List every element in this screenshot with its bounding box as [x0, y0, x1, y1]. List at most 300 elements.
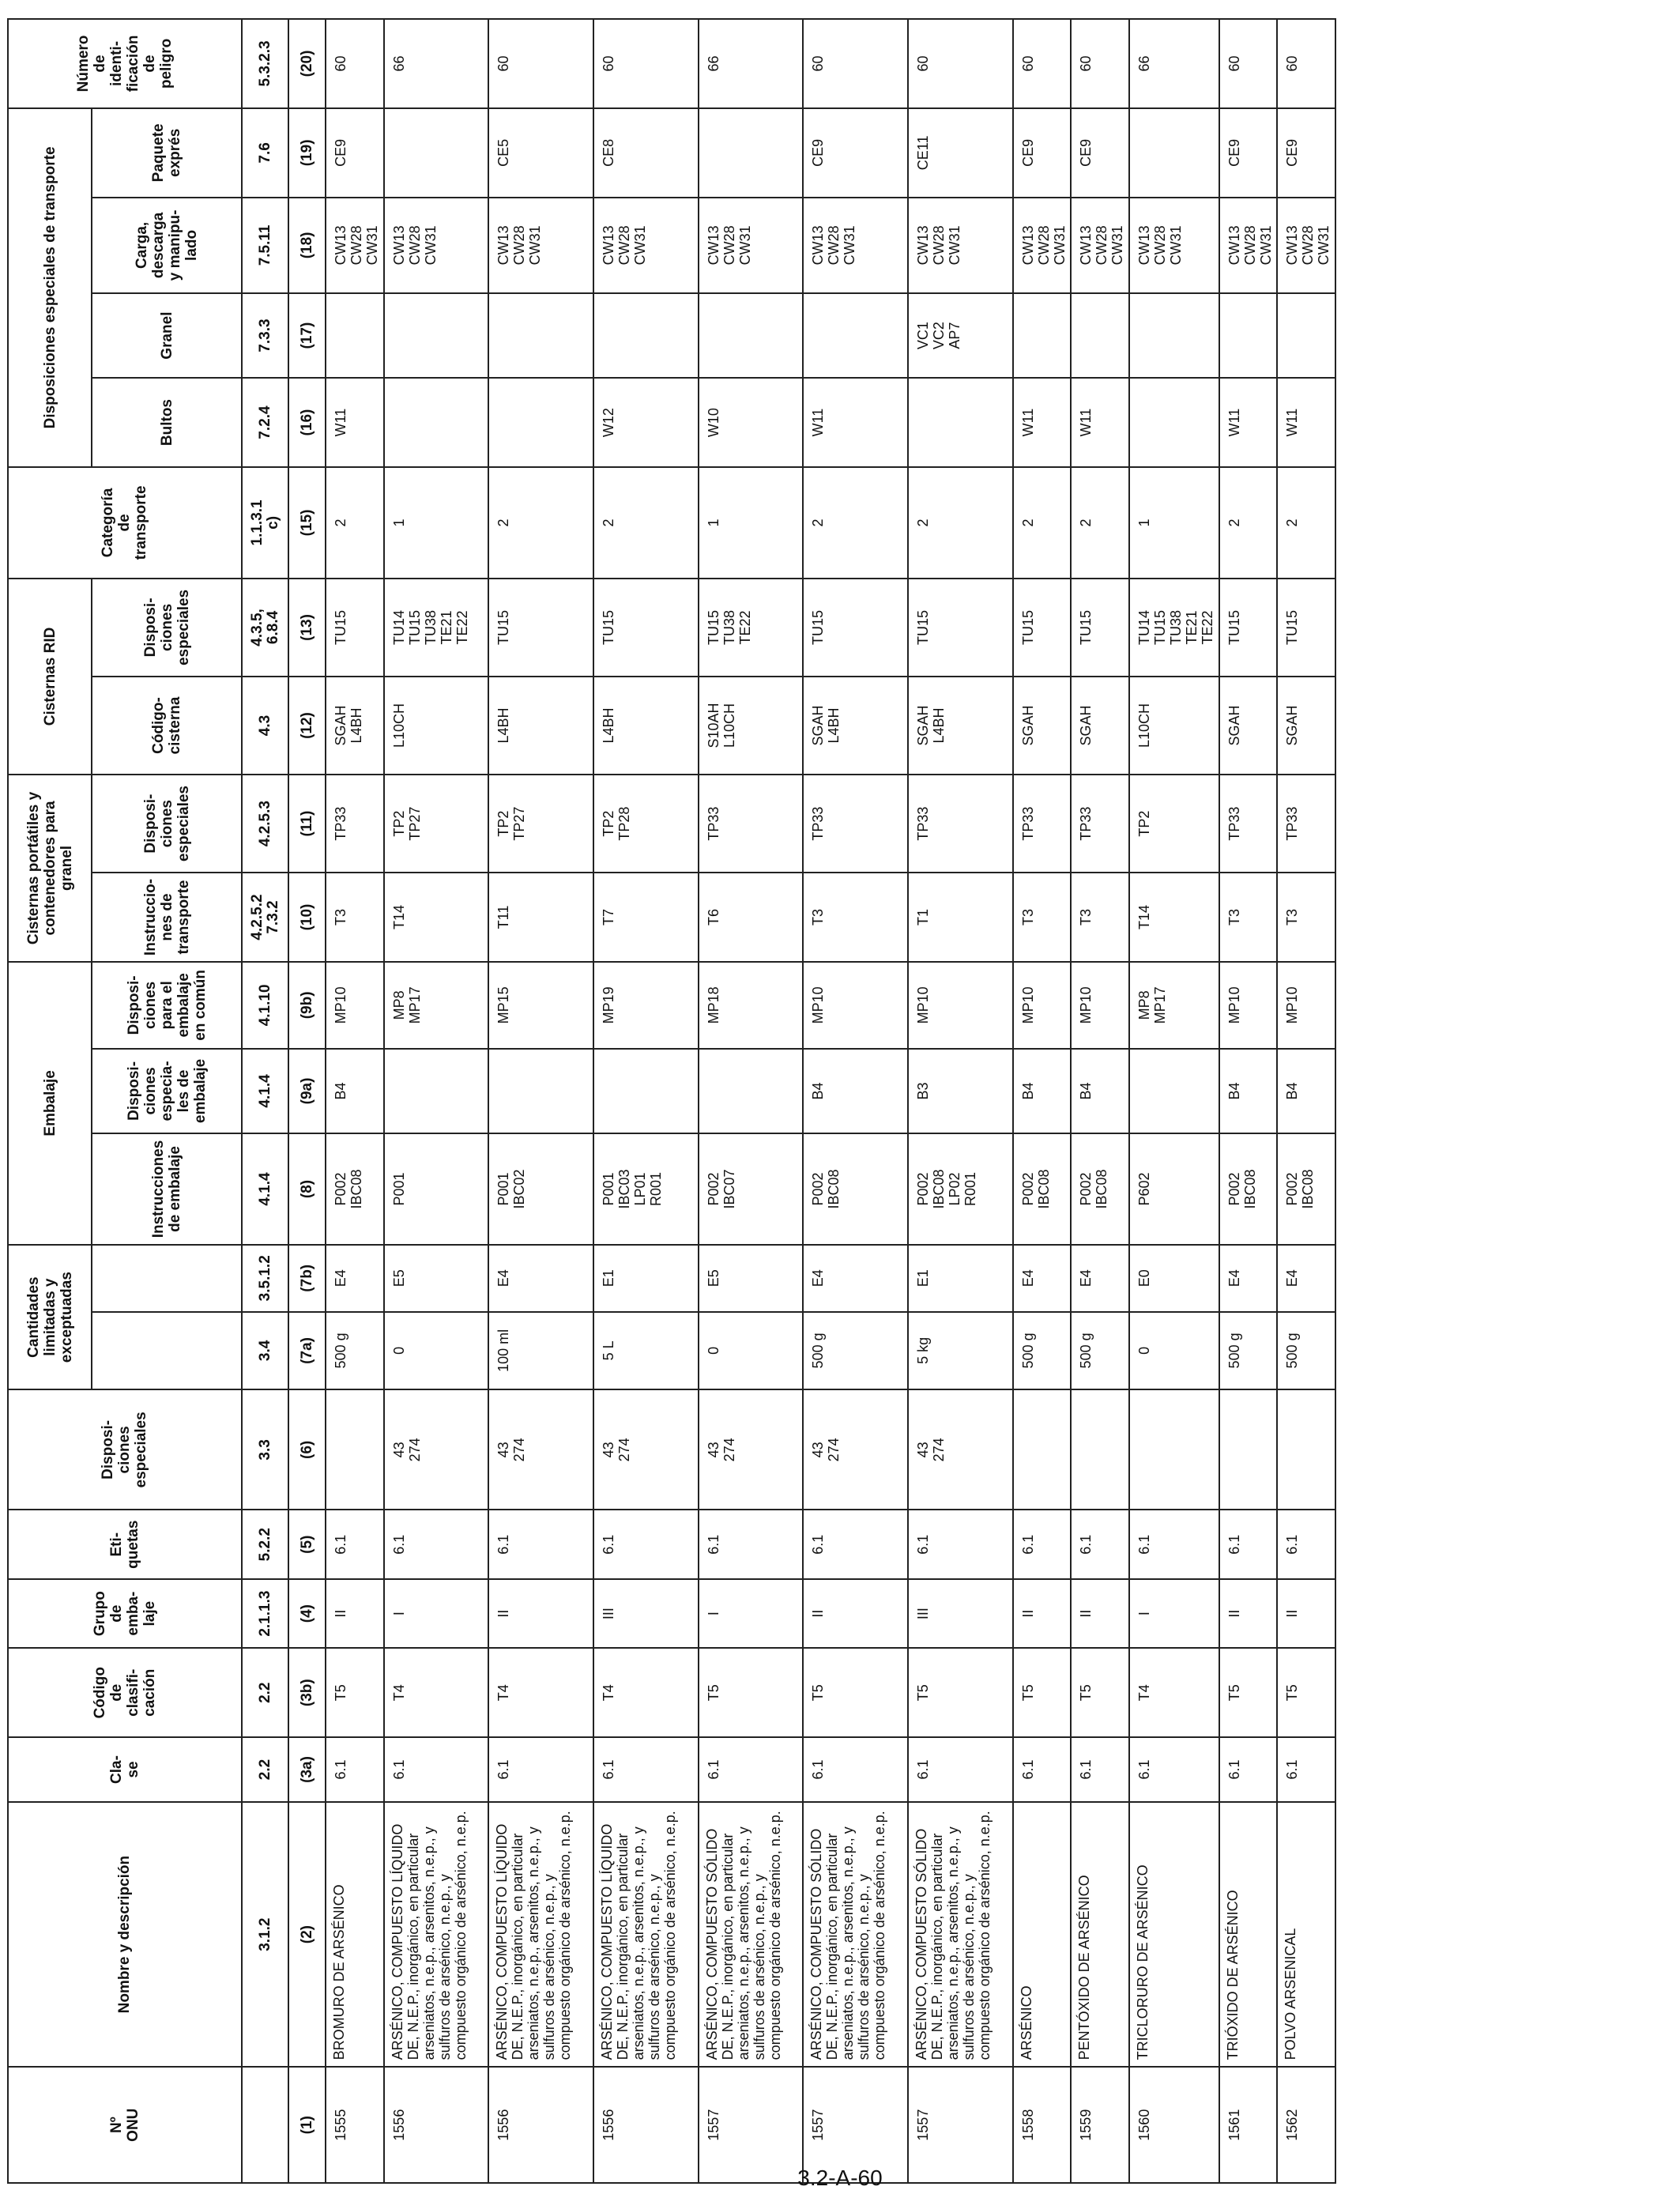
column-number-cell: (8): [288, 1133, 326, 1245]
bultos-cell: [1129, 378, 1219, 467]
mixed-packing-cell: MP19: [593, 962, 699, 1049]
header-mixed-packing-provisions: Disposi- ciones para el embalaje en común: [92, 962, 242, 1049]
rid-tank-special-cell: TU15: [1219, 579, 1277, 677]
excepted-quantity-cell: E5: [699, 1245, 804, 1312]
loading-cell: CW13 CW28 CW31: [1277, 198, 1335, 293]
express-cell: [384, 108, 489, 198]
transport-category-cell: 2: [1071, 467, 1128, 579]
un-number-cell: 1559: [1071, 2067, 1128, 2183]
class-cell: 6.1: [1129, 1737, 1219, 1802]
header-hazard-id-number: Número de identi- ficación de peligro: [8, 19, 242, 108]
express-cell: CE11: [908, 108, 1013, 198]
labels-cell: 6.1: [1013, 1510, 1071, 1579]
header-class: Cla- se: [8, 1737, 242, 1802]
reference-row: [242, 19, 288, 2183]
table-row: [1219, 19, 1277, 2183]
special-packing-cell: B4: [803, 1049, 908, 1133]
excepted-quantity-cell: E4: [1013, 1245, 1071, 1312]
special-packing-cell: [699, 1049, 804, 1133]
rid-tank-special-cell: TU15: [1277, 579, 1335, 677]
header-express-parcel: Paquete exprés: [92, 108, 242, 198]
express-cell: CE9: [326, 108, 383, 198]
excepted-quantity-cell: E1: [593, 1245, 699, 1312]
name-description-cell: PENTÓXIDO DE ARSÉNICO: [1071, 1802, 1128, 2068]
granel-cell: [488, 293, 593, 378]
express-cell: CE9: [1071, 108, 1128, 198]
class-cell: 6.1: [1013, 1737, 1071, 1802]
section-reference-cell: 7.5.11: [242, 198, 288, 293]
packing-instructions-cell: P002 IBC08: [1071, 1133, 1128, 1245]
packing-group-cell: I: [384, 1579, 489, 1648]
header-packaging: Embalaje: [8, 962, 92, 1245]
header-granel: Granel: [92, 293, 242, 378]
tank-special-cell: TP33: [1219, 775, 1277, 873]
transport-category-cell: 2: [488, 467, 593, 579]
bultos-cell: W10: [699, 378, 804, 467]
packing-group-cell: III: [593, 1579, 699, 1648]
tank-instructions-cell: T3: [326, 873, 383, 962]
tank-special-cell: TP33: [908, 775, 1013, 873]
labels-cell: 6.1: [908, 1510, 1013, 1579]
mixed-packing-cell: MP8 MP17: [384, 962, 489, 1049]
bultos-cell: W11: [1219, 378, 1277, 467]
class-cell: 6.1: [1277, 1737, 1335, 1802]
bultos-cell: [488, 378, 593, 467]
column-number-cell: (19): [288, 108, 326, 198]
granel-cell: [1071, 293, 1128, 378]
header-packing-instructions: Instrucciones de embalaje: [92, 1133, 242, 1245]
transport-category-cell: 2: [326, 467, 383, 579]
special-provisions-cell: [1219, 1389, 1277, 1510]
transport-category-cell: 1: [1129, 467, 1219, 579]
section-reference-cell: 4.3.5, 6.8.4: [242, 579, 288, 677]
express-cell: [699, 108, 804, 198]
labels-cell: 6.1: [699, 1510, 804, 1579]
special-provisions-cell: [1013, 1389, 1071, 1510]
header-lq-blank-left: [92, 1312, 242, 1390]
header-lq-blank-right: [92, 1245, 242, 1312]
transport-category-cell: 2: [803, 467, 908, 579]
excepted-quantity-cell: E1: [908, 1245, 1013, 1312]
tank-special-cell: TP33: [1071, 775, 1128, 873]
express-cell: CE9: [1277, 108, 1335, 198]
tank-instructions-cell: T3: [803, 873, 908, 962]
special-provisions-cell: [1277, 1389, 1335, 1510]
classification-code-cell: T5: [803, 1648, 908, 1737]
limited-quantity-cell: 500 g: [1013, 1312, 1071, 1390]
table-row: [1277, 19, 1335, 2183]
special-provisions-cell: [1071, 1389, 1128, 1510]
class-cell: 6.1: [488, 1737, 593, 1802]
tank-special-cell: TP33: [699, 775, 804, 873]
packing-group-cell: II: [1071, 1579, 1128, 1648]
special-provisions-cell: 43 274: [699, 1389, 804, 1510]
column-number-cell: (1): [288, 2067, 326, 2183]
packing-instructions-cell: P002 IBC08: [1013, 1133, 1071, 1245]
tank-instructions-cell: T14: [1129, 873, 1219, 962]
header-special-provisions: Disposi- ciones especiales: [8, 1389, 242, 1510]
un-number-cell: 1557: [699, 2067, 804, 2183]
mixed-packing-cell: MP10: [1219, 962, 1277, 1049]
hazard-id-cell: 66: [699, 19, 804, 108]
classification-code-cell: T5: [1219, 1648, 1277, 1737]
un-number-cell: 1556: [593, 2067, 699, 2183]
limited-quantity-cell: 500 g: [326, 1312, 383, 1390]
rid-tank-special-cell: TU15: [1013, 579, 1071, 677]
excepted-quantity-cell: E5: [384, 1245, 489, 1312]
limited-quantity-cell: 500 g: [803, 1312, 908, 1390]
packing-instructions-cell: P002 IBC08: [803, 1133, 908, 1245]
un-number-cell: 1557: [803, 2067, 908, 2183]
section-reference-cell: 2.2: [242, 1737, 288, 1802]
packing-group-cell: II: [803, 1579, 908, 1648]
un-number-cell: 1556: [488, 2067, 593, 2183]
column-number-cell: (4): [288, 1579, 326, 1648]
granel-cell: [699, 293, 804, 378]
packing-instructions-cell: P002 IBC08: [326, 1133, 383, 1245]
granel-cell: [326, 293, 383, 378]
special-provisions-cell: [326, 1389, 383, 1510]
mixed-packing-cell: MP15: [488, 962, 593, 1049]
name-description-cell: TRICLORURO DE ARSÉNICO: [1129, 1802, 1219, 2068]
column-number-cell: (10): [288, 873, 326, 962]
section-reference-cell: 4.2.5.2 7.3.2: [242, 873, 288, 962]
tank-code-cell: L4BH: [593, 677, 699, 775]
column-number-cell: (3b): [288, 1648, 326, 1737]
special-packing-cell: [488, 1049, 593, 1133]
excepted-quantity-cell: E4: [1219, 1245, 1277, 1312]
hazard-id-cell: 60: [593, 19, 699, 108]
excepted-quantity-cell: E0: [1129, 1245, 1219, 1312]
packing-instructions-cell: P602: [1129, 1133, 1219, 1245]
special-provisions-cell: [1129, 1389, 1219, 1510]
loading-cell: CW13 CW28 CW31: [593, 198, 699, 293]
page-number: 3.2-A-60: [797, 2166, 883, 2190]
column-number-cell: (6): [288, 1389, 326, 1510]
mixed-packing-cell: MP10: [326, 962, 383, 1049]
classification-code-cell: T4: [488, 1648, 593, 1737]
un-number-cell: 1558: [1013, 2067, 1071, 2183]
column-number-cell: (15): [288, 467, 326, 579]
express-cell: CE9: [1013, 108, 1071, 198]
limited-quantity-cell: 500 g: [1277, 1312, 1335, 1390]
column-number-cell: (12): [288, 677, 326, 775]
granel-cell: [384, 293, 489, 378]
rid-tank-special-cell: TU14 TU15 TU38 TE21 TE22: [1129, 579, 1219, 677]
special-packing-cell: [1129, 1049, 1219, 1133]
tank-special-cell: TP33: [1277, 775, 1335, 873]
rid-tank-special-cell: TU15: [908, 579, 1013, 677]
special-packing-cell: B4: [1071, 1049, 1128, 1133]
header-name: Nombre y descripción: [8, 1802, 242, 2068]
tank-code-cell: SGAH: [1013, 677, 1071, 775]
labels-cell: 6.1: [1129, 1510, 1219, 1579]
limited-quantity-cell: 500 g: [1219, 1312, 1277, 1390]
limited-quantity-cell: 0: [699, 1312, 804, 1390]
section-reference-cell: 4.3: [242, 677, 288, 775]
hazard-id-cell: 60: [908, 19, 1013, 108]
excepted-quantity-cell: E4: [1071, 1245, 1128, 1312]
mixed-packing-cell: MP10: [803, 962, 908, 1049]
granel-cell: VC1 VC2 AP7: [908, 293, 1013, 378]
header-portable-tanks: Cisternas portátiles y contenedores para granel: [8, 775, 92, 962]
bultos-cell: W11: [1013, 378, 1071, 467]
table-row: [803, 19, 908, 2183]
un-number-cell: 1560: [1129, 2067, 1219, 2183]
table-row: [384, 19, 489, 2183]
loading-cell: CW13 CW28 CW31: [326, 198, 383, 293]
tank-instructions-cell: T11: [488, 873, 593, 962]
packing-group-cell: II: [1219, 1579, 1277, 1648]
express-cell: CE9: [803, 108, 908, 198]
column-number-cell: (16): [288, 378, 326, 467]
table-row: [1013, 19, 1071, 2183]
section-reference-cell: 7.6: [242, 108, 288, 198]
granel-cell: [803, 293, 908, 378]
hazard-id-cell: 60: [1219, 19, 1277, 108]
header-loading-handling: Carga, descarga y manipu- lado: [92, 198, 242, 293]
tank-code-cell: SGAH L4BH: [908, 677, 1013, 775]
tank-instructions-cell: T14: [384, 873, 489, 962]
name-description-cell: ARSÉNICO, COMPUESTO SÓLIDO DE, N.E.P., inorgánico, en particular arseniatos, n.e.p., arsenitos, n.e.p., y sulfuros de arsénico, n.e.p., y compuesto orgánico de arsénico, n.e.p.: [803, 1802, 908, 2068]
un-number-cell: 1556: [384, 2067, 489, 2183]
packing-instructions-cell: P001 IBC02: [488, 1133, 593, 1245]
special-packing-cell: B4: [326, 1049, 383, 1133]
hazard-id-cell: 60: [1277, 19, 1335, 108]
labels-cell: 6.1: [803, 1510, 908, 1579]
table-rotated-container: [7, 0, 1336, 2184]
header-rid-tanks: Cisternas RID: [8, 579, 92, 775]
section-reference-cell: 3.5.1.2: [242, 1245, 288, 1312]
tank-code-cell: L10CH: [384, 677, 489, 775]
class-cell: 6.1: [699, 1737, 804, 1802]
classification-code-cell: T5: [699, 1648, 804, 1737]
tank-special-cell: TP2 TP28: [593, 775, 699, 873]
special-packing-cell: B4: [1219, 1049, 1277, 1133]
column-number-cell: (5): [288, 1510, 326, 1579]
transport-category-cell: 2: [1219, 467, 1277, 579]
packing-group-cell: II: [1013, 1579, 1071, 1648]
tank-code-cell: SGAH: [1219, 677, 1277, 775]
column-number-cell: (17): [288, 293, 326, 378]
name-description-cell: TRIÓXIDO DE ARSÉNICO: [1219, 1802, 1277, 2068]
table-row: [908, 19, 1013, 2183]
tank-code-cell: SGAH L4BH: [803, 677, 908, 775]
hazard-id-cell: 60: [1013, 19, 1071, 108]
bultos-cell: W11: [1071, 378, 1128, 467]
header-labels: Eti- quetas: [8, 1510, 242, 1579]
transport-category-cell: 1: [699, 467, 804, 579]
class-cell: 6.1: [1219, 1737, 1277, 1802]
special-provisions-cell: 43 274: [908, 1389, 1013, 1510]
packing-instructions-cell: P001 IBC03 LP01 R001: [593, 1133, 699, 1245]
section-reference-cell: 4.2.5.3: [242, 775, 288, 873]
class-cell: 6.1: [803, 1737, 908, 1802]
excepted-quantity-cell: E4: [326, 1245, 383, 1312]
transport-category-cell: 2: [908, 467, 1013, 579]
header-rid-special-provisions: Disposi- ciones especiales: [92, 579, 242, 677]
special-provisions-cell: 43 274: [593, 1389, 699, 1510]
classification-code-cell: T4: [384, 1648, 489, 1737]
bultos-cell: W11: [326, 378, 383, 467]
tank-code-cell: SGAH L4BH: [326, 677, 383, 775]
tank-code-cell: S10AH L10CH: [699, 677, 804, 775]
excepted-quantity-cell: E4: [1277, 1245, 1335, 1312]
limited-quantity-cell: 0: [384, 1312, 489, 1390]
rid-tank-special-cell: TU14 TU15 TU38 TE21 TE22: [384, 579, 489, 677]
bultos-cell: W11: [1277, 378, 1335, 467]
table-row: [326, 19, 383, 2183]
section-reference-cell: 5.2.2: [242, 1510, 288, 1579]
header-special-transport-provisions: Disposiciones especiales de transporte: [8, 108, 92, 467]
loading-cell: CW13 CW28 CW31: [384, 198, 489, 293]
packing-instructions-cell: P002 IBC07: [699, 1133, 804, 1245]
class-cell: 6.1: [326, 1737, 383, 1802]
section-reference-cell: 3.1.2: [242, 1802, 288, 2068]
rid-tank-special-cell: TU15 TU38 TE22: [699, 579, 804, 677]
un-number-cell: 1555: [326, 2067, 383, 2183]
special-packing-cell: B4: [1277, 1049, 1335, 1133]
rid-tank-special-cell: TU15: [326, 579, 383, 677]
packing-instructions-cell: P002 IBC08 LP02 R001: [908, 1133, 1013, 1245]
bultos-cell: W12: [593, 378, 699, 467]
header-transport-category: Categoría de transporte: [8, 467, 242, 579]
packing-instructions-cell: P002 IBC08: [1219, 1133, 1277, 1245]
classification-code-cell: T5: [1277, 1648, 1335, 1737]
tank-code-cell: L4BH: [488, 677, 593, 775]
loading-cell: CW13 CW28 CW31: [1013, 198, 1071, 293]
loading-cell: CW13 CW28 CW31: [1129, 198, 1219, 293]
name-description-cell: ARSÉNICO, COMPUESTO SÓLIDO DE, N.E.P., inorgánico, en particular arseniatos, n.e.p., arsenitos, n.e.p., y sulfuros de arsénico, n.e.p., y compuesto orgánico de arsénico, n.e.p.: [699, 1802, 804, 2068]
section-reference-cell: 7.3.3: [242, 293, 288, 378]
labels-cell: 6.1: [1219, 1510, 1277, 1579]
table-row: [593, 19, 699, 2183]
granel-cell: [1219, 293, 1277, 378]
classification-code-cell: T5: [326, 1648, 383, 1737]
hazard-id-cell: 66: [1129, 19, 1219, 108]
hazard-id-cell: 60: [488, 19, 593, 108]
header-packing-group: Grupo de emba- laje: [8, 1579, 242, 1648]
column-number-row: [288, 19, 326, 2183]
limited-quantity-cell: 500 g: [1071, 1312, 1128, 1390]
packing-instructions-cell: P002 IBC08: [1277, 1133, 1335, 1245]
labels-cell: 6.1: [1071, 1510, 1128, 1579]
header-limited-quantities: Cantidades limitadas y exceptuadas: [8, 1245, 92, 1389]
transport-category-cell: 2: [1013, 467, 1071, 579]
header-bultos: Bultos: [92, 378, 242, 467]
column-number-cell: (18): [288, 198, 326, 293]
tank-instructions-cell: T1: [908, 873, 1013, 962]
classification-code-cell: T4: [593, 1648, 699, 1737]
header-special-packing-provisions: Disposi- ciones especia- les de embalaje: [92, 1049, 242, 1133]
column-number-cell: (20): [288, 19, 326, 108]
section-reference-cell: 4.1.4: [242, 1049, 288, 1133]
table-row: [1129, 19, 1219, 2183]
loading-cell: CW13 CW28 CW31: [1071, 198, 1128, 293]
express-cell: CE8: [593, 108, 699, 198]
excepted-quantity-cell: E4: [488, 1245, 593, 1312]
packing-group-cell: III: [908, 1579, 1013, 1648]
hazard-id-cell: 66: [384, 19, 489, 108]
loading-cell: CW13 CW28 CW31: [699, 198, 804, 293]
header-tank-special-provisions: Disposi- ciones especiales: [92, 775, 242, 873]
tank-instructions-cell: T3: [1219, 873, 1277, 962]
column-number-cell: (7a): [288, 1312, 326, 1390]
bultos-cell: [384, 378, 489, 467]
mixed-packing-cell: MP8 MP17: [1129, 962, 1219, 1049]
labels-cell: 6.1: [326, 1510, 383, 1579]
class-cell: 6.1: [1071, 1737, 1128, 1802]
loading-cell: CW13 CW28 CW31: [803, 198, 908, 293]
bultos-cell: [908, 378, 1013, 467]
tank-instructions-cell: T3: [1071, 873, 1128, 962]
name-description-cell: ARSÉNICO, COMPUESTO LÍQUIDO DE, N.E.P., inorgánico, en particular arseniatos, n.e.p., arsenitos, n.e.p., y sulfuros de arsénico, n.e.p., y compuesto orgánico de arsénico, n.e.p.: [593, 1802, 699, 2068]
tank-instructions-cell: T7: [593, 873, 699, 962]
column-number-cell: (13): [288, 579, 326, 677]
dangerous-goods-table: [7, 18, 1336, 2184]
transport-category-cell: 2: [1277, 467, 1335, 579]
hazard-id-cell: 60: [326, 19, 383, 108]
granel-cell: [1277, 293, 1335, 378]
packing-group-cell: I: [699, 1579, 804, 1648]
name-description-cell: ARSÉNICO: [1013, 1802, 1071, 2068]
loading-cell: CW13 CW28 CW31: [908, 198, 1013, 293]
column-number-cell: (3a): [288, 1737, 326, 1802]
tank-instructions-cell: T6: [699, 873, 804, 962]
section-reference-cell: 3.3: [242, 1389, 288, 1510]
table-row: [699, 19, 804, 2183]
loading-cell: CW13 CW28 CW31: [488, 198, 593, 293]
bultos-cell: W11: [803, 378, 908, 467]
tank-code-cell: SGAH: [1071, 677, 1128, 775]
hazard-id-cell: 60: [1071, 19, 1128, 108]
un-number-cell: 1557: [908, 2067, 1013, 2183]
packing-group-cell: I: [1129, 1579, 1219, 1648]
tank-instructions-cell: T3: [1013, 873, 1071, 962]
classification-code-cell: T4: [1129, 1648, 1219, 1737]
name-description-cell: BROMURO DE ARSÉNICO: [326, 1802, 383, 2068]
rid-tank-special-cell: TU15: [1071, 579, 1128, 677]
column-number-cell: (9a): [288, 1049, 326, 1133]
column-number-cell: (2): [288, 1802, 326, 2068]
express-cell: CE5: [488, 108, 593, 198]
classification-code-cell: T5: [1071, 1648, 1128, 1737]
mixed-packing-cell: MP10: [1277, 962, 1335, 1049]
mixed-packing-cell: MP10: [1013, 962, 1071, 1049]
class-cell: 6.1: [908, 1737, 1013, 1802]
transport-category-cell: 1: [384, 467, 489, 579]
special-packing-cell: [593, 1049, 699, 1133]
express-cell: CE9: [1219, 108, 1277, 198]
mixed-packing-cell: MP18: [699, 962, 804, 1049]
granel-cell: [593, 293, 699, 378]
special-packing-cell: [384, 1049, 489, 1133]
special-provisions-cell: 43 274: [803, 1389, 908, 1510]
tank-special-cell: TP2: [1129, 775, 1219, 873]
loading-cell: CW13 CW28 CW31: [1219, 198, 1277, 293]
rid-tank-special-cell: TU15: [593, 579, 699, 677]
packing-group-cell: II: [326, 1579, 383, 1648]
class-cell: 6.1: [384, 1737, 489, 1802]
name-description-cell: POLVO ARSENICAL: [1277, 1802, 1335, 2068]
tank-instructions-cell: T3: [1277, 873, 1335, 962]
transport-category-cell: 2: [593, 467, 699, 579]
tank-special-cell: TP33: [1013, 775, 1071, 873]
special-packing-cell: B3: [908, 1049, 1013, 1133]
tank-special-cell: TP2 TP27: [488, 775, 593, 873]
labels-cell: 6.1: [1277, 1510, 1335, 1579]
express-cell: [1129, 108, 1219, 198]
